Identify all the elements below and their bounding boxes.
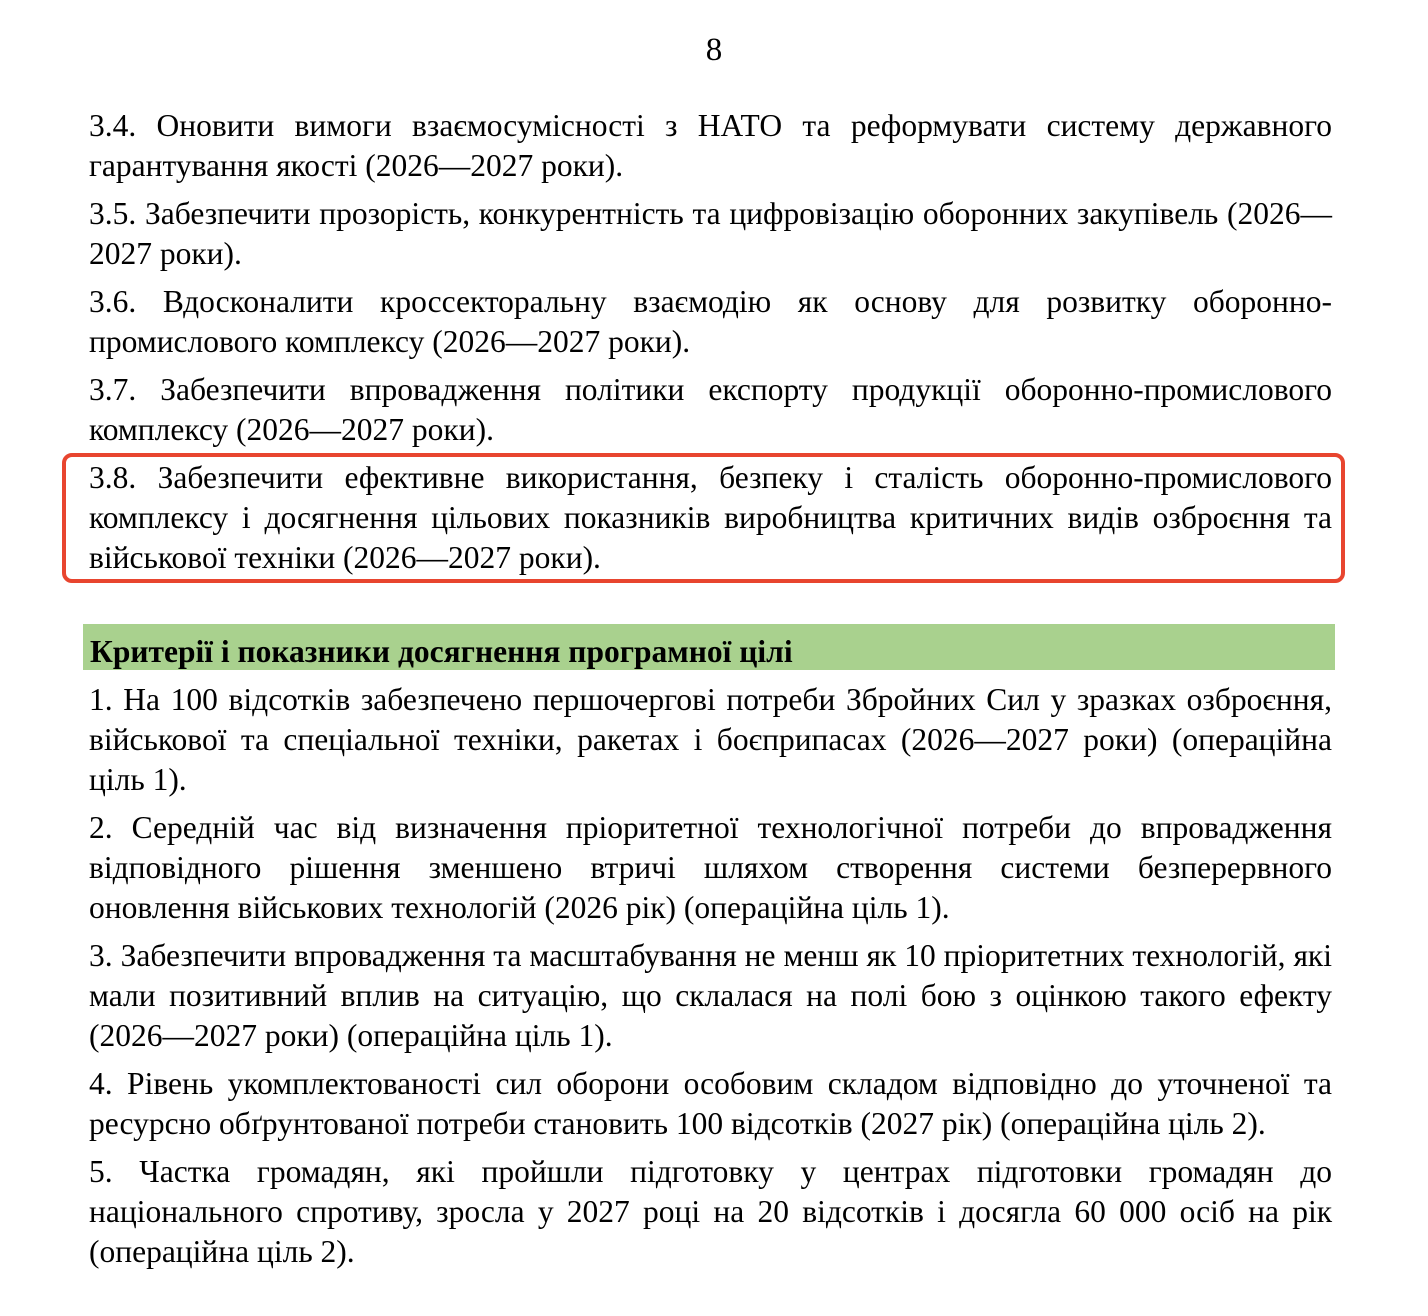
task-item: 3.4. Оновити вимоги взаємосумісності з НАТО та реформувати систему державного гарантування якості (2026—2027 роки). — [89, 108, 1332, 183]
highlight-box — [62, 453, 1345, 583]
section-heading: Критерії і показники досягнення програмної цілі — [83, 624, 1335, 670]
page-number: 8 — [705, 32, 723, 68]
task-item: 3.6. Вдосконалити кроссекторальну взаємодію як основу для розвитку оборонно-промислового комплексу (2026—2027 роки). — [89, 284, 1332, 359]
criteria-item: 4. Рівень укомплектованості сил оборони особовим складом відповідно до уточненої та ресурсно обґрунтованої потреби становить 100 відсотків (2027 рік) (операційна ціль 2). — [89, 1066, 1332, 1141]
task-item: 3.5. Забезпечити прозорість, конкурентність та цифровізацію оборонних закупівель (2026—2027 роки). — [89, 196, 1332, 271]
criteria-list — [89, 680, 1332, 1280]
task-item: 3.7. Забезпечити впровадження політики експорту продукції оборонно-промислового комплексу (2026—2027 роки). — [89, 372, 1332, 447]
criteria-item: 5. Частка громадян, які пройшли підготовку у центрах підготовки громадян до національного спротиву, зросла у 2027 році на 20 відсотків і досягла 60 000 осіб на рік (операційна ціль 2). — [89, 1154, 1332, 1269]
criteria-item: 1. На 100 відсотків забезпечено першочергові потреби Збройних Сил у зразках озброєння, військової та спеціальної техніки, ракетах і боєприпасах (2026—2027 роки) (операційна ціль 1). — [89, 682, 1332, 797]
criteria-item: 2. Середній час від визначення пріоритетної технологічної потреби до впровадження відповідного рішення зменшено втричі шляхом створення системи безперервного оновлення військових технологій (2026 рік) (операційна ціль 1). — [89, 810, 1332, 925]
criteria-item: 3. Забезпечити впровадження та масштабування не менш як 10 пріоритетних технологій, які мали позитивний вплив на ситуацію, що склалася на полі бою з оцінкою такого ефекту (2026—2027 роки) (операційна ціль 1). — [89, 938, 1332, 1053]
task-item-highlighted: 3.8. Забезпечити ефективне використання, безпеку і сталість оборонно-промислового комплексу і досягнення цільових показників виробництва критичних видів озброєння та військової техніки (2026—2027 роки). — [89, 460, 1332, 575]
